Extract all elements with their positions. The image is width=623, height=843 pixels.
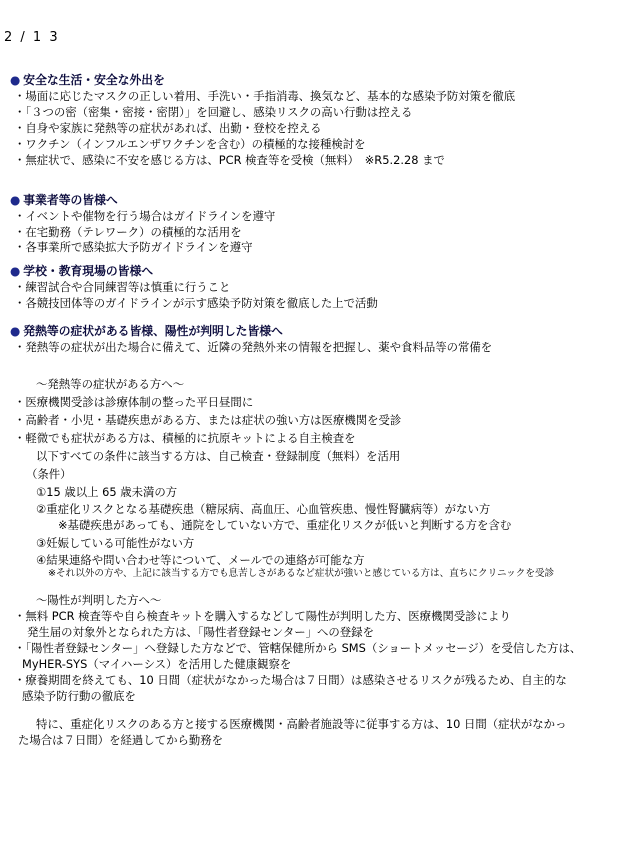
list-item: ・在宅勤務（テレワーク）の積極的な活用を: [14, 225, 242, 239]
list-item: ・療養期間を終えても、10 日間（症状がなかった場合は７日間）は感染させるリスクが残るため、自主的な: [14, 673, 567, 687]
list-item-continuation: 発生届の対象外となられた方は、「陽性者登録センター」への登録を: [27, 625, 374, 639]
list-item: ・高齢者・小児・基礎疾患がある方、または症状の強い方は医療機関を受診: [14, 413, 402, 427]
list-item: ・場面に応じたマスクの正しい着用、手洗い・手指消毒、換気など、基本的な感染予防対策を徹底: [14, 89, 516, 103]
section-heading-businesses: ● 事業者等の皆様へ: [10, 193, 118, 207]
list-item: ・発熱等の症状が出た場合に備えて、近隣の発熱外来の情報を把握し、薬や食料品等の常備を: [14, 340, 493, 354]
list-item-continuation: 感染予防行動の徹底を: [22, 689, 136, 703]
page-number: 2 / 1 3: [4, 30, 60, 45]
condition-item: ③妊娠している可能性がない方: [36, 536, 195, 550]
closing-paragraph-line: 特に、重症化リスクのある方と接する医療機関・高齢者施設等に従事する方は、10 日間（症状がなかっ: [36, 717, 567, 731]
list-item: ・各競技団体等のガイドラインが示す感染予防対策を徹底した上で活動: [14, 296, 378, 310]
list-item: ・自身や家族に発熱等の症状があれば、出勤・登校を控える: [14, 121, 322, 135]
list-item: ・「３つの密（密集・密接・密閉）」を回避し、感染リスクの高い行動は控える: [14, 105, 413, 119]
condition-note: ※それ以外の方や、上記に該当する方でも息苦しさがあるなど症状が強いと感じている方は、直ちにクリニックを受診: [48, 568, 555, 579]
list-item-continuation: MyHER-SYS（マイハーシス）を活用した健康観察を: [22, 657, 292, 671]
closing-paragraph-line: た場合は７日間）を経過してから勤務を: [18, 733, 224, 747]
registration-line: 以下すべての条件に該当する方は、自己検査・登録制度（無料）を活用: [36, 449, 401, 463]
list-item: ・各事業所で感染拡大予防ガイドラインを遵守: [14, 240, 253, 254]
bullet-icon: ●: [10, 264, 21, 278]
section-heading-safe-life: ● 安全な生活・安全な外出を: [10, 73, 165, 87]
section-heading-symptoms: ● 発熱等の症状がある皆様、陽性が判明した皆様へ: [10, 324, 283, 338]
bullet-icon: ●: [10, 324, 21, 338]
condition-note: ※基礎疾患があっても、通院をしていない方で、重症化リスクが低いと判断する方を含む: [58, 518, 512, 532]
bullet-icon: ●: [10, 73, 21, 87]
list-item: ・練習試合や合同練習等は慎重に行うこと: [14, 280, 231, 294]
conditions-label: （条件）: [26, 467, 72, 481]
list-item: ・軽微でも症状がある方は、積極的に抗原キットによる自主検査を: [14, 431, 356, 445]
section-heading-schools: ● 学校・教育現場の皆様へ: [10, 264, 154, 278]
bullet-icon: ●: [10, 193, 21, 207]
subsection-title-positive: ～陽性が判明した方へ～: [36, 593, 162, 607]
list-item: ・医療機関受診は診療体制の整った平日昼間に: [14, 395, 254, 409]
list-item: ・ワクチン（インフルエンザワクチンを含む）の積極的な接種検討を: [14, 137, 366, 151]
list-item: ・「陽性者登録センター」へ登録した方などで、管轄保健所から SMS（ショートメッセージ）を受信した方は、: [14, 641, 582, 655]
list-item: ・イベントや催物を行う場合はガイドラインを遵守: [14, 209, 276, 223]
subsection-title-symptoms: ～発熱等の症状がある方へ～: [36, 377, 185, 391]
condition-item: ④結果連絡や問い合わせ等について、メールでの連絡が可能な方: [36, 553, 365, 567]
condition-item: ②重症化リスクとなる基礎疾患（糖尿病、高血圧、心血管疾患、慢性腎臓病等）がない方: [36, 502, 491, 516]
list-item: ・無料 PCR 検査等や自ら検査キットを購入するなどして陽性が判明した方、医療機関受診により: [14, 609, 511, 623]
list-item: ・無症状で、感染に不安を感じる方は、PCR 検査等を受検（無料） ※R5.2.28 まで: [14, 153, 445, 167]
condition-item: ①15 歳以上 65 歳未満の方: [36, 485, 178, 499]
